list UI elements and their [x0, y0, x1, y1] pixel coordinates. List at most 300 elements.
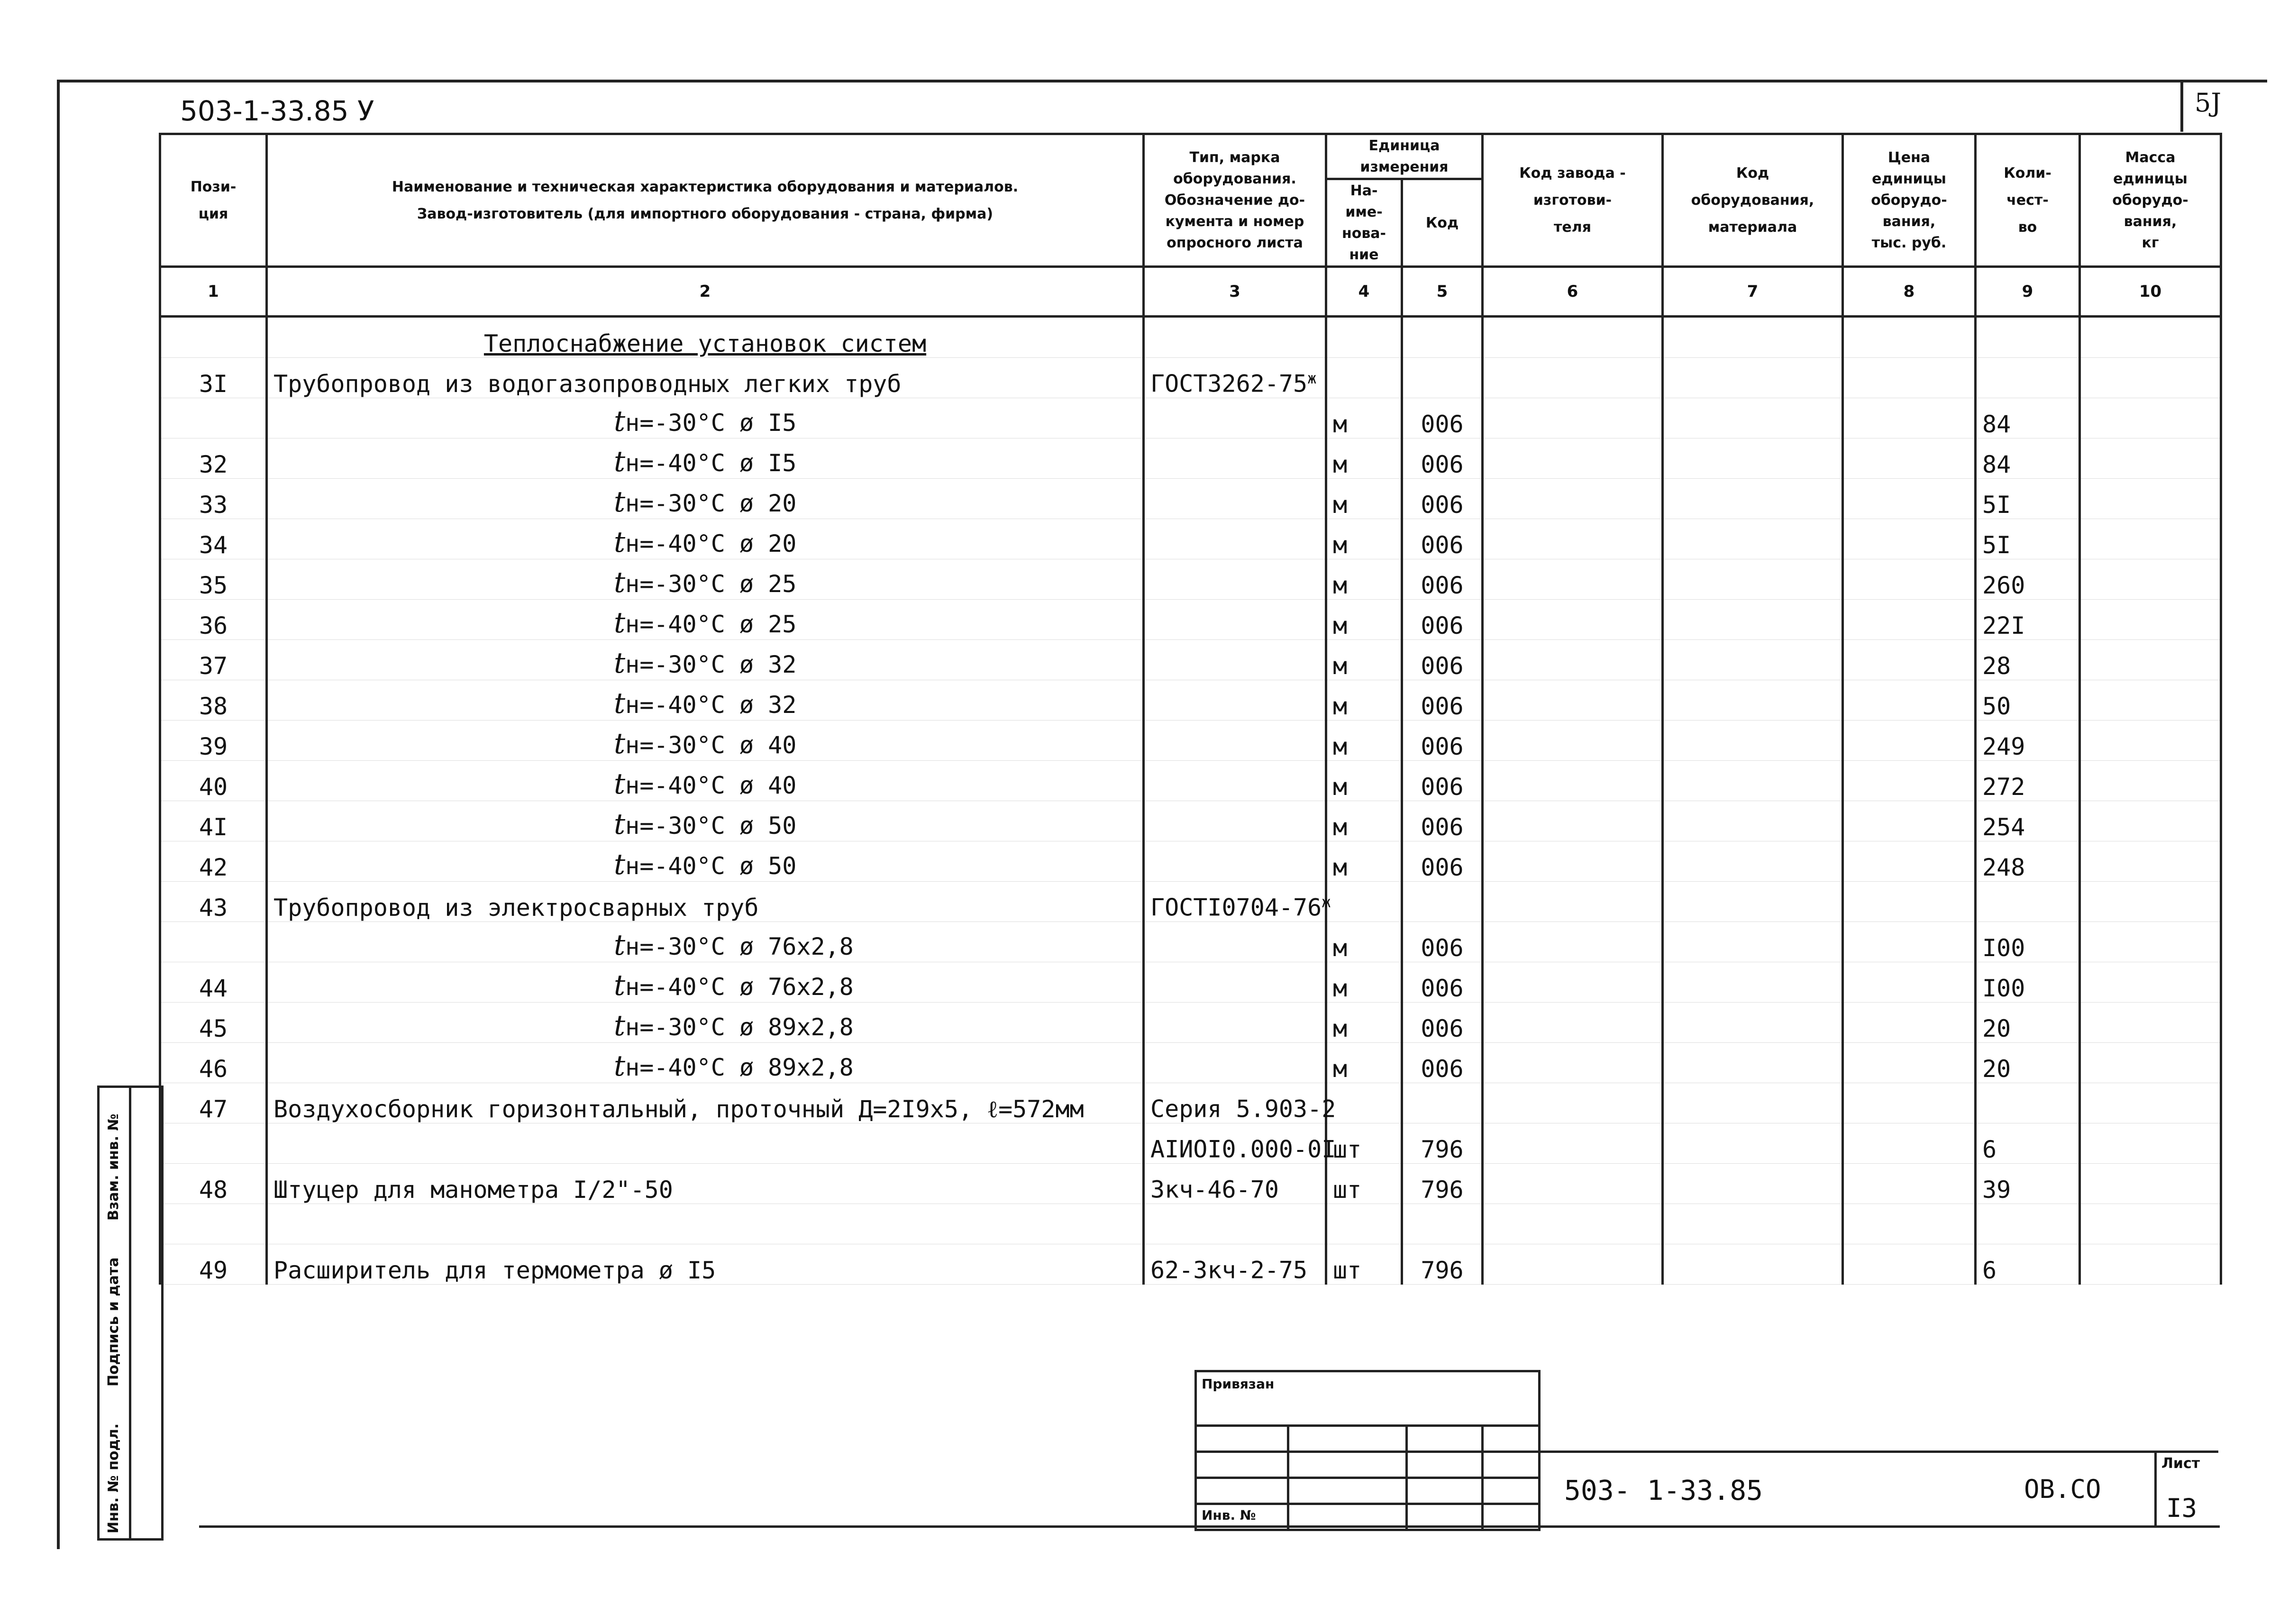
equipment-code-cell	[1663, 1083, 1843, 1123]
specification-table	[159, 133, 2222, 1285]
name-cell	[267, 438, 1144, 479]
footnote-mark: ж	[1307, 369, 1317, 388]
temperature-symbol: t	[614, 808, 626, 841]
sheet-label: Лист	[2161, 1455, 2200, 1472]
position-cell: 48	[160, 1164, 267, 1204]
quantity-cell: 272	[1976, 761, 2080, 801]
col-header-unit-group: Единица измерения	[1326, 134, 1483, 179]
name-cell	[267, 1043, 1144, 1083]
unit-name-cell: м	[1326, 640, 1402, 680]
side-approval-strip	[97, 1086, 164, 1541]
price-cell	[1843, 1123, 1976, 1164]
name-text: н=-30°С ø I5	[625, 409, 797, 437]
unit-code-cell: 006	[1402, 519, 1483, 559]
unit-code-cell: 006	[1402, 962, 1483, 1003]
type-cell	[1144, 600, 1326, 640]
temperature-symbol: t	[614, 566, 626, 599]
sheet-number: I3	[2166, 1493, 2197, 1523]
factory-code-cell	[1483, 1244, 1663, 1285]
quantity-cell: 260	[1976, 559, 2080, 600]
mass-cell	[2080, 962, 2221, 1003]
side-label-signature-date: Подпись и дата	[105, 1257, 122, 1387]
price-cell	[1843, 680, 1976, 721]
quantity-cell: 254	[1976, 801, 2080, 841]
type-cell	[1144, 761, 1326, 801]
equipment-code-cell	[1663, 882, 1843, 922]
factory-code-cell	[1483, 680, 1663, 721]
temperature-symbol: t	[614, 445, 626, 478]
mass-cell	[2080, 1123, 2221, 1164]
temperature-symbol: t	[614, 767, 626, 801]
unit-name-cell	[1326, 1083, 1402, 1123]
unit-name-cell: м	[1326, 519, 1402, 559]
unit-name-cell	[1326, 882, 1402, 922]
unit-name-cell: шт	[1326, 1123, 1402, 1164]
quantity-cell	[1976, 1204, 2080, 1244]
factory-code-cell	[1483, 761, 1663, 801]
unit-code-cell: 006	[1402, 922, 1483, 962]
position-cell: 36	[160, 600, 267, 640]
unit-code-cell: 006	[1402, 640, 1483, 680]
quantity-cell: 22I	[1976, 600, 2080, 640]
temperature-symbol: t	[614, 848, 626, 881]
table-row	[160, 1043, 2221, 1083]
name-cell	[267, 1083, 1144, 1123]
position-cell	[160, 922, 267, 962]
type-cell	[1144, 358, 1326, 398]
col-header-factory-code: Код завода - изготови- теля	[1483, 134, 1663, 267]
unit-code-cell: 796	[1402, 1244, 1483, 1285]
table-body	[160, 317, 2221, 1285]
name-text: н=-40°С ø I5	[625, 449, 797, 477]
factory-code-cell	[1483, 922, 1663, 962]
quantity-cell: 249	[1976, 721, 2080, 761]
mass-cell	[2080, 801, 2221, 841]
section-row	[160, 317, 2221, 358]
mass-cell	[2080, 1164, 2221, 1204]
position-cell: 42	[160, 841, 267, 882]
unit-name-cell: м	[1326, 600, 1402, 640]
mass-cell	[2080, 438, 2221, 479]
name-cell	[267, 761, 1144, 801]
position-cell	[160, 398, 267, 438]
equipment-code-cell	[1663, 1204, 1843, 1244]
type-cell	[1144, 962, 1326, 1003]
column-number: 7	[1663, 267, 1843, 317]
frame-top-line	[57, 80, 2267, 82]
unit-name-cell: м	[1326, 559, 1402, 600]
unit-code-cell: 006	[1402, 680, 1483, 721]
column-number: 2	[267, 267, 1144, 317]
name-cell	[267, 600, 1144, 640]
equipment-code-cell	[1663, 1003, 1843, 1043]
temperature-symbol: t	[614, 526, 626, 559]
equipment-code-cell	[1663, 479, 1843, 519]
position-cell: 45	[160, 1003, 267, 1043]
unit-name-cell: м	[1326, 1003, 1402, 1043]
unit-name-cell: м	[1326, 680, 1402, 721]
table-row	[160, 680, 2221, 721]
type-cell	[1144, 1164, 1326, 1204]
name-text: н=-40°С ø 20	[625, 530, 797, 557]
mass-cell	[2080, 559, 2221, 600]
equipment-code-cell	[1663, 1164, 1843, 1204]
quantity-cell: 20	[1976, 1043, 2080, 1083]
quantity-cell: 5I	[1976, 519, 2080, 559]
unit-name-cell: м	[1326, 761, 1402, 801]
type-cell	[1144, 1244, 1326, 1285]
name-text: н=-40°С ø 50	[625, 852, 797, 880]
col-header-equipment-code: Код оборудования, материала	[1663, 134, 1843, 267]
position-cell: 35	[160, 559, 267, 600]
price-cell	[1843, 801, 1976, 841]
equipment-code-cell	[1663, 1123, 1843, 1164]
table-row	[160, 600, 2221, 640]
table-row	[160, 1123, 2221, 1164]
name-cell	[267, 398, 1144, 438]
name-text: Расширитель для термометра ø I5	[273, 1257, 716, 1284]
price-cell	[1843, 479, 1976, 519]
equipment-code-cell	[1663, 761, 1843, 801]
quantity-cell: 84	[1976, 398, 2080, 438]
factory-code-cell	[1483, 438, 1663, 479]
col-header-type: Тип, марка оборудования. Обозначение до- кумента и номер опросного листа	[1144, 134, 1326, 267]
type-cell	[1144, 721, 1326, 761]
name-text: Трубопровод из водогазопроводных легких труб	[273, 370, 902, 398]
table-row	[160, 358, 2221, 398]
position-cell: 4I	[160, 801, 267, 841]
quantity-cell: I00	[1976, 962, 2080, 1003]
name-cell	[267, 1164, 1144, 1204]
type-cell	[1144, 882, 1331, 922]
factory-code-cell	[1483, 358, 1663, 398]
quantity-cell: 50	[1976, 680, 2080, 721]
table-row	[160, 1244, 2221, 1285]
unit-code-cell	[1402, 1083, 1483, 1123]
unit-code-cell	[1402, 358, 1483, 398]
unit-name-cell: м	[1326, 721, 1402, 761]
type-text: 62-3кч-2-75	[1150, 1257, 1308, 1284]
position-cell: 46	[160, 1043, 267, 1083]
name-text: Воздухосборник горизонтальный, проточный Д=2I9х5, ℓ=572мм	[273, 1095, 1084, 1123]
name-text: н=-30°С ø 50	[625, 812, 797, 839]
table-row	[160, 519, 2221, 559]
price-cell	[1843, 1003, 1976, 1043]
position-cell: 34	[160, 519, 267, 559]
name-cell	[267, 882, 1144, 922]
bottom-rule	[199, 1525, 2220, 1528]
factory-code-cell	[1483, 882, 1663, 922]
temperature-symbol: t	[614, 405, 626, 438]
table-row	[160, 1083, 2221, 1123]
table-row	[160, 1204, 2221, 1244]
position-cell: 37	[160, 640, 267, 680]
name-cell	[267, 640, 1144, 680]
quantity-cell: 28	[1976, 640, 2080, 680]
unit-code-cell: 006	[1402, 398, 1483, 438]
temperature-symbol: t	[614, 485, 626, 519]
position-cell: 47	[160, 1083, 267, 1123]
type-text: AIИOI0.000-0I	[1150, 1136, 1336, 1163]
unit-code-cell: 006	[1402, 721, 1483, 761]
factory-code-cell	[1483, 962, 1663, 1003]
temperature-symbol: t	[614, 727, 626, 760]
price-cell	[1843, 1244, 1976, 1285]
factory-code-cell	[1483, 1204, 1663, 1244]
unit-code-cell: 006	[1402, 841, 1483, 882]
unit-code-cell: 796	[1402, 1164, 1483, 1204]
quantity-cell: I00	[1976, 922, 2080, 962]
name-cell	[267, 1123, 1144, 1164]
unit-name-cell: шт	[1326, 1244, 1402, 1285]
unit-name-cell: м	[1326, 841, 1402, 882]
name-text: Трубопровод из электросварных труб	[273, 894, 759, 921]
name-text: н=-40°С ø 89х2,8	[625, 1054, 854, 1081]
position-cell: 39	[160, 721, 267, 761]
equipment-code-cell	[1663, 1043, 1843, 1083]
factory-code-cell	[1483, 640, 1663, 680]
header-doc-number: 503-1-33.85 У	[180, 95, 374, 127]
mass-cell	[2080, 1244, 2221, 1285]
col-header-price: Цена единицы оборудо- вания, тыс. руб.	[1843, 134, 1976, 267]
equipment-code-cell	[1663, 721, 1843, 761]
price-cell	[1843, 438, 1976, 479]
price-cell	[1843, 358, 1976, 398]
table-row	[160, 398, 2221, 438]
name-text: н=-40°С ø 40	[625, 772, 797, 799]
quantity-cell	[1976, 358, 2080, 398]
section-title: Теплоснабжение установок систем	[267, 317, 1144, 358]
title-doc-code: ОВ.СО	[2024, 1474, 2101, 1504]
factory-code-cell	[1483, 1083, 1663, 1123]
equipment-code-cell	[1663, 438, 1843, 479]
name-cell	[267, 519, 1144, 559]
column-number: 9	[1976, 267, 2080, 317]
type-cell	[1144, 1083, 1336, 1123]
price-cell	[1843, 761, 1976, 801]
type-cell	[1144, 640, 1326, 680]
name-cell	[267, 358, 1144, 398]
name-text: н=-30°С ø 76х2,8	[625, 933, 854, 960]
stamp-inv-label: Инв. №	[1202, 1507, 1256, 1523]
mass-cell	[2080, 761, 2221, 801]
table-row	[160, 640, 2221, 680]
unit-code-cell: 796	[1402, 1123, 1483, 1164]
equipment-code-cell	[1663, 680, 1843, 721]
unit-code-cell: 006	[1402, 1043, 1483, 1083]
quantity-cell: 5I	[1976, 479, 2080, 519]
unit-name-cell: м	[1326, 922, 1402, 962]
name-cell	[267, 680, 1144, 721]
mass-cell	[2080, 479, 2221, 519]
position-cell: 49	[160, 1244, 267, 1285]
column-number: 1	[160, 267, 267, 317]
table-row	[160, 962, 2221, 1003]
unit-code-cell: 006	[1402, 600, 1483, 640]
type-text: 3кч-46-70	[1150, 1176, 1279, 1204]
unit-name-cell: м	[1326, 398, 1402, 438]
unit-code-cell	[1402, 1204, 1483, 1244]
table-row	[160, 1164, 2221, 1204]
price-cell	[1843, 841, 1976, 882]
equipment-code-cell	[1663, 841, 1843, 882]
unit-name-cell: м	[1326, 1043, 1402, 1083]
name-cell	[267, 962, 1144, 1003]
price-cell	[1843, 559, 1976, 600]
factory-code-cell	[1483, 398, 1663, 438]
type-cell	[1144, 922, 1326, 962]
col-header-unit-name: На- име- нова- ние	[1326, 179, 1402, 267]
name-text: н=-30°С ø 89х2,8	[625, 1013, 854, 1041]
unit-code-cell: 006	[1402, 761, 1483, 801]
name-cell	[267, 479, 1144, 519]
position-cell: 43	[160, 882, 267, 922]
quantity-cell	[1976, 882, 2080, 922]
position-cell: 33	[160, 479, 267, 519]
position-cell: 40	[160, 761, 267, 801]
name-text: н=-30°С ø 32	[625, 651, 797, 678]
name-text: н=-40°С ø 25	[625, 611, 797, 638]
type-cell	[1144, 438, 1326, 479]
type-cell	[1144, 841, 1326, 882]
type-cell	[1144, 1204, 1326, 1244]
price-cell	[1843, 1164, 1976, 1204]
position-cell: 32	[160, 438, 267, 479]
name-cell	[267, 1244, 1144, 1285]
unit-name-cell: м	[1326, 962, 1402, 1003]
column-number: 6	[1483, 267, 1663, 317]
equipment-code-cell	[1663, 600, 1843, 640]
quantity-cell: 39	[1976, 1164, 2080, 1204]
equipment-code-cell	[1663, 640, 1843, 680]
temperature-symbol: t	[614, 969, 626, 1002]
price-cell	[1843, 962, 1976, 1003]
mass-cell	[2080, 1204, 2221, 1244]
position-cell: 44	[160, 962, 267, 1003]
unit-name-cell: м	[1326, 479, 1402, 519]
mass-cell	[2080, 519, 2221, 559]
table-row	[160, 721, 2221, 761]
equipment-code-cell	[1663, 358, 1843, 398]
table-row	[160, 559, 2221, 600]
table-header	[160, 134, 2221, 317]
type-cell	[1144, 1043, 1326, 1083]
name-text: н=-30°С ø 40	[625, 731, 797, 759]
price-cell	[1843, 1204, 1976, 1244]
type-cell	[1144, 479, 1326, 519]
unit-name-cell: шт	[1326, 1164, 1402, 1204]
type-text: Серия 5.903-2	[1150, 1095, 1336, 1123]
name-cell	[267, 922, 1144, 962]
factory-code-cell	[1483, 1123, 1663, 1164]
unit-name-cell	[1326, 358, 1402, 398]
price-cell	[1843, 721, 1976, 761]
col-header-quantity: Коли- чест- во	[1976, 134, 2080, 267]
footnote-mark: ж	[1322, 893, 1331, 912]
name-text: н=-40°С ø 32	[625, 691, 797, 719]
position-cell: 38	[160, 680, 267, 721]
table-row	[160, 922, 2221, 962]
binding-stamp	[1194, 1370, 1541, 1531]
unit-code-cell: 006	[1402, 801, 1483, 841]
factory-code-cell	[1483, 801, 1663, 841]
name-cell	[267, 841, 1144, 882]
equipment-code-cell	[1663, 398, 1843, 438]
quantity-cell: 84	[1976, 438, 2080, 479]
unit-code-cell	[1402, 882, 1483, 922]
temperature-symbol: t	[614, 1009, 626, 1042]
mass-cell	[2080, 640, 2221, 680]
position-cell	[160, 1204, 267, 1244]
type-cell	[1144, 680, 1326, 721]
type-cell	[1144, 398, 1326, 438]
unit-code-cell: 006	[1402, 1003, 1483, 1043]
quantity-cell: 6	[1976, 1123, 2080, 1164]
temperature-symbol: t	[614, 687, 626, 720]
factory-code-cell	[1483, 721, 1663, 761]
mass-cell	[2080, 882, 2221, 922]
mass-cell	[2080, 1003, 2221, 1043]
temperature-symbol: t	[614, 1049, 626, 1083]
stamp-bound-label: Привязан	[1202, 1376, 1275, 1392]
equipment-code-cell	[1663, 519, 1843, 559]
mass-cell	[2080, 1043, 2221, 1083]
type-cell	[1144, 1003, 1326, 1043]
frame-left-line	[57, 80, 60, 1549]
unit-name-cell: м	[1326, 801, 1402, 841]
col-header-name: Наименование и техническая характеристика оборудования и материалов. Завод-изготовитель (для импортного оборудования - страна, фирма)	[267, 134, 1144, 267]
position-cell	[160, 1123, 267, 1164]
column-number-row	[160, 267, 2221, 317]
equipment-code-cell	[1663, 1244, 1843, 1285]
temperature-symbol: t	[614, 647, 626, 680]
name-cell	[267, 801, 1144, 841]
mass-cell	[2080, 680, 2221, 721]
column-number: 3	[1144, 267, 1326, 317]
mass-cell	[2080, 358, 2221, 398]
type-text: ГОСТ3262-75	[1150, 370, 1308, 398]
price-cell	[1843, 1043, 1976, 1083]
quantity-cell: 248	[1976, 841, 2080, 882]
price-cell	[1843, 600, 1976, 640]
price-cell	[1843, 519, 1976, 559]
name-text: н=-30°С ø 20	[625, 490, 797, 517]
equipment-code-cell	[1663, 962, 1843, 1003]
name-cell	[267, 721, 1144, 761]
mass-cell	[2080, 600, 2221, 640]
name-cell	[267, 1204, 1144, 1244]
table-row	[160, 761, 2221, 801]
table-row	[160, 841, 2221, 882]
price-cell	[1843, 922, 1976, 962]
unit-name-cell: м	[1326, 438, 1402, 479]
col-header-position: Пози- ция	[160, 134, 267, 267]
name-cell	[267, 559, 1144, 600]
header-sheet-corner: 5Ј	[2195, 88, 2222, 118]
factory-code-cell	[1483, 479, 1663, 519]
column-number: 4	[1326, 267, 1402, 317]
type-cell	[1144, 559, 1326, 600]
side-label-inv-original: Инв. № подл.	[105, 1423, 122, 1533]
factory-code-cell	[1483, 1003, 1663, 1043]
table-row	[160, 438, 2221, 479]
side-label-replaced-inv: Взам. инв. №	[105, 1113, 122, 1221]
factory-code-cell	[1483, 1043, 1663, 1083]
name-cell	[267, 1003, 1144, 1043]
mass-cell	[2080, 841, 2221, 882]
price-cell	[1843, 398, 1976, 438]
factory-code-cell	[1483, 841, 1663, 882]
